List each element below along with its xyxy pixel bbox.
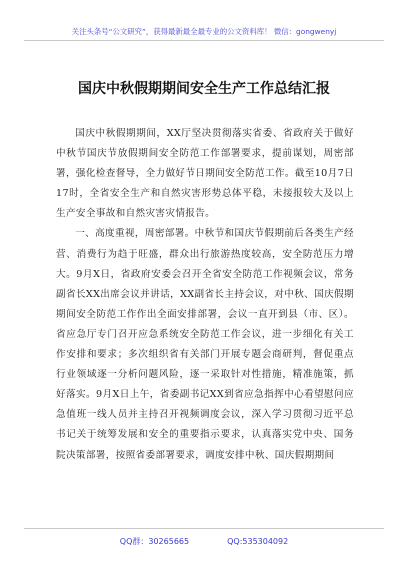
paragraph-intro: 国庆中秋假期期间，XX厅坚决贯彻落实省委、省政府关于做好中秋节国庆节放假期间安全防范工作部署要求，提前谋划，周密部署，强化检查督导，全力做好节日期间安全防范工作。截至10月7日17时，全省安全生产和自然灾害形势总体平稳，未接报较大及以上生产安全事故和自然灾害灾情报告。: [56, 128, 354, 220]
document-title: 国庆中秋假期期间安全生产工作总结汇报: [78, 81, 330, 97]
footer-divider: [24, 528, 384, 529]
header-divider: [24, 40, 384, 41]
qq-contact-number: QQ:535304092: [227, 537, 289, 546]
contact-footer: [0, 536, 408, 547]
promo-banner: 关注头条号“公文研究”，获得最新最全最专业的公文资料库！ 微信：gongwenyj: [71, 27, 337, 36]
qq-group-number: QQ群：30265665: [119, 537, 190, 546]
paragraph-section-one: 一、高度重视，周密部署。中秋节和国庆节假期前后各类生产经营、消费行为趋于旺盛，群众出行旅游热度较高，安全防范压力增大。9月X日，省政府安委会召开全省安全防范工作视频会议，常务副省长XX出席会议并讲话，XX副省长主持会议，对中秋、国庆假期期间安全防范工作作出全面安排部署，会议一直开到县（市、区）。省应急厅专门召开应急系统安全防范工作会议，进一步细化有关工作安排和要求；多次组织省有关部门开展专题会商研判，督促重点行业领域逐一分析问题风险，逐一采取针对性措施，精准施策，抓好落实。9月X日上午，省委副书记XX到省应急指挥中心看望慰问应急值班一线人员并主持召开视频调度会议，深入学习贯彻习近平总书记关于统筹发展和安全的重要指示要求，认真落实党中央、国务院决策部署，按照省委部署要求，调度安排中秋、国庆假期期间: [56, 228, 354, 461]
document-body: [56, 124, 354, 466]
